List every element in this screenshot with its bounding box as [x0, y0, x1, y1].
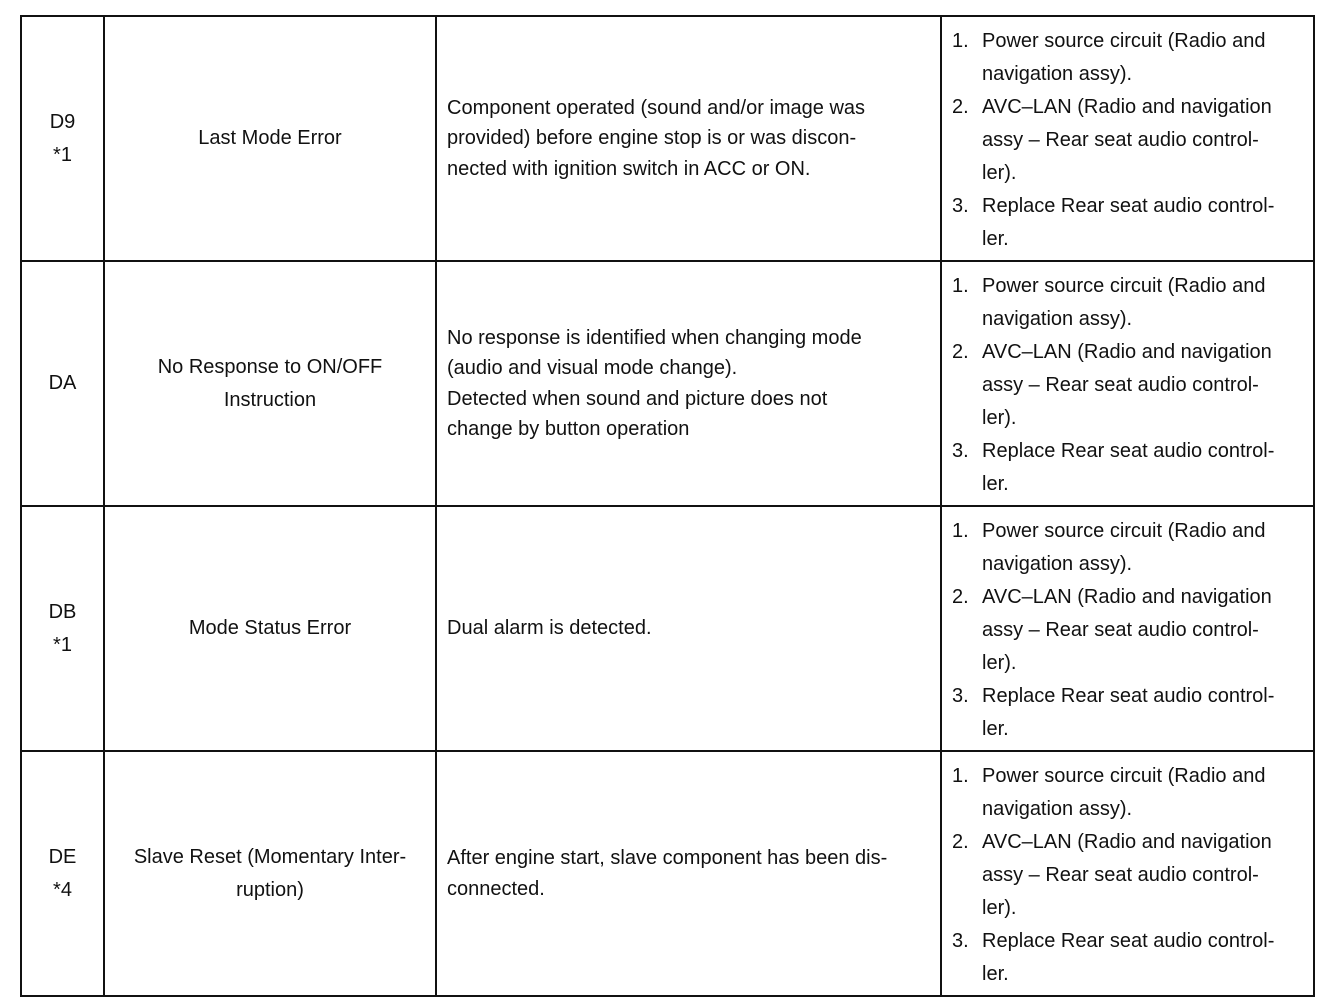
trouble-area-cell — [941, 506, 1314, 751]
list-item-number: 1. — [952, 30, 969, 52]
detection-condition-text: (audio and visual mode change). — [447, 357, 738, 379]
trouble-area-text: Power source circuit (Radio and — [982, 520, 1266, 542]
detection-item-text: Last Mode Error — [198, 127, 342, 149]
list-item-number: 2. — [952, 831, 969, 853]
trouble-area-text: assy – Rear seat audio control- — [982, 374, 1259, 396]
list-item-number: 2. — [952, 96, 969, 118]
trouble-area-text: Power source circuit (Radio and — [982, 30, 1266, 52]
trouble-area-text: AVC–LAN (Radio and navigation — [982, 831, 1272, 853]
trouble-area-text: Power source circuit (Radio and — [982, 275, 1266, 297]
trouble-area-text: ler). — [982, 897, 1017, 919]
trouble-area-text: navigation assy). — [982, 308, 1133, 330]
trouble-area-text: Replace Rear seat audio control- — [982, 195, 1275, 217]
detection-condition-text: After engine start, slave component has been dis- — [447, 847, 888, 869]
list-item — [950, 336, 1307, 435]
dtc-table — [20, 15, 1315, 997]
detection-condition-cell — [436, 506, 941, 751]
detection-condition-text: No response is identified when changing mode — [447, 326, 862, 349]
list-item — [950, 190, 1307, 256]
trouble-area-text: Replace Rear seat audio control- — [982, 930, 1275, 952]
list-item — [950, 270, 1307, 336]
dtc-code-text: DA — [48, 372, 77, 394]
trouble-area-list — [950, 25, 1307, 256]
detection-condition-text: change by button operation — [447, 418, 690, 440]
list-item-number: 3. — [952, 685, 969, 707]
list-item-number: 1. — [952, 275, 969, 297]
detection-item-text: Mode Status Error — [188, 617, 352, 639]
table-row — [21, 751, 1314, 996]
dtc-code-cell — [21, 751, 104, 996]
dtc-code-text: *4 — [53, 878, 72, 901]
detection-condition-cell — [436, 16, 941, 261]
list-item-number: 2. — [952, 341, 969, 363]
trouble-area-list — [950, 760, 1307, 991]
table-row — [21, 16, 1314, 261]
trouble-area-text: Replace Rear seat audio control- — [982, 440, 1275, 462]
detection-item-text: Slave Reset (Momentary Inter- — [133, 845, 407, 868]
list-item — [950, 680, 1307, 746]
list-item — [950, 826, 1307, 925]
trouble-area-text: assy – Rear seat audio control- — [982, 864, 1259, 886]
trouble-area-cell — [941, 16, 1314, 261]
detection-item-cell — [104, 16, 436, 261]
list-item-number: 1. — [952, 520, 969, 542]
detection-condition-text: connected. — [447, 877, 545, 900]
dtc-code-cell — [21, 506, 104, 751]
list-item-number: 1. — [952, 765, 969, 787]
dtc-code-text: *1 — [53, 143, 72, 166]
trouble-area-cell — [941, 751, 1314, 996]
trouble-area-cell — [941, 261, 1314, 506]
trouble-area-text: navigation assy). — [982, 798, 1133, 820]
trouble-area-text: navigation assy). — [982, 553, 1133, 575]
list-item — [950, 581, 1307, 680]
trouble-area-text: ler. — [982, 718, 1009, 740]
table-row — [21, 506, 1314, 751]
detection-condition-cell — [436, 261, 941, 506]
dtc-code-cell — [21, 261, 104, 506]
trouble-area-text: AVC–LAN (Radio and navigation — [982, 586, 1272, 608]
list-item-number: 3. — [952, 930, 969, 952]
detection-condition-text: nected with ignition switch in ACC or ON. — [447, 157, 811, 180]
dtc-code-cell — [21, 16, 104, 261]
dtc-code-text: DE — [48, 845, 77, 868]
trouble-area-text: AVC–LAN (Radio and navigation — [982, 341, 1272, 363]
trouble-area-text: AVC–LAN (Radio and navigation — [982, 96, 1272, 118]
detection-item-cell — [104, 751, 436, 996]
detection-item-text: Instruction — [223, 388, 317, 411]
detection-condition-text: Component operated (sound and/or image was — [447, 96, 866, 119]
trouble-area-list — [950, 515, 1307, 746]
list-item — [950, 91, 1307, 190]
trouble-area-text: navigation assy). — [982, 63, 1133, 85]
trouble-area-text: ler. — [982, 473, 1009, 495]
list-item — [950, 25, 1307, 91]
dtc-code-text: *1 — [53, 633, 72, 656]
detection-item-cell — [104, 261, 436, 506]
detection-condition-cell — [436, 751, 941, 996]
dtc-code-text: DB — [48, 600, 77, 623]
trouble-area-text: ler). — [982, 162, 1017, 184]
list-item-number: 2. — [952, 586, 969, 608]
list-item-number: 3. — [952, 195, 969, 217]
list-item — [950, 925, 1307, 991]
detection-item-text: No Response to ON/OFF — [157, 355, 383, 378]
trouble-area-list — [950, 270, 1307, 501]
trouble-area-text: ler. — [982, 963, 1009, 985]
trouble-area-text: ler. — [982, 228, 1009, 250]
trouble-area-text: Replace Rear seat audio control- — [982, 685, 1275, 707]
trouble-area-text: ler). — [982, 652, 1017, 674]
detection-item-cell — [104, 506, 436, 751]
trouble-area-text: assy – Rear seat audio control- — [982, 129, 1259, 151]
detection-condition-text: provided) before engine stop is or was discon- — [447, 127, 857, 150]
detection-item-text: ruption) — [236, 878, 304, 901]
list-item — [950, 515, 1307, 581]
trouble-area-text: assy – Rear seat audio control- — [982, 619, 1259, 641]
dtc-table-body — [21, 16, 1314, 996]
list-item — [950, 760, 1307, 826]
dtc-code-text: D9 — [49, 110, 76, 133]
trouble-area-text: ler). — [982, 407, 1017, 429]
list-item — [950, 435, 1307, 501]
trouble-area-text: Power source circuit (Radio and — [982, 765, 1266, 787]
table-row — [21, 261, 1314, 506]
list-item-number: 3. — [952, 440, 969, 462]
detection-condition-text: Dual alarm is detected. — [447, 617, 652, 640]
detection-condition-text: Detected when sound and picture does not — [447, 387, 828, 410]
